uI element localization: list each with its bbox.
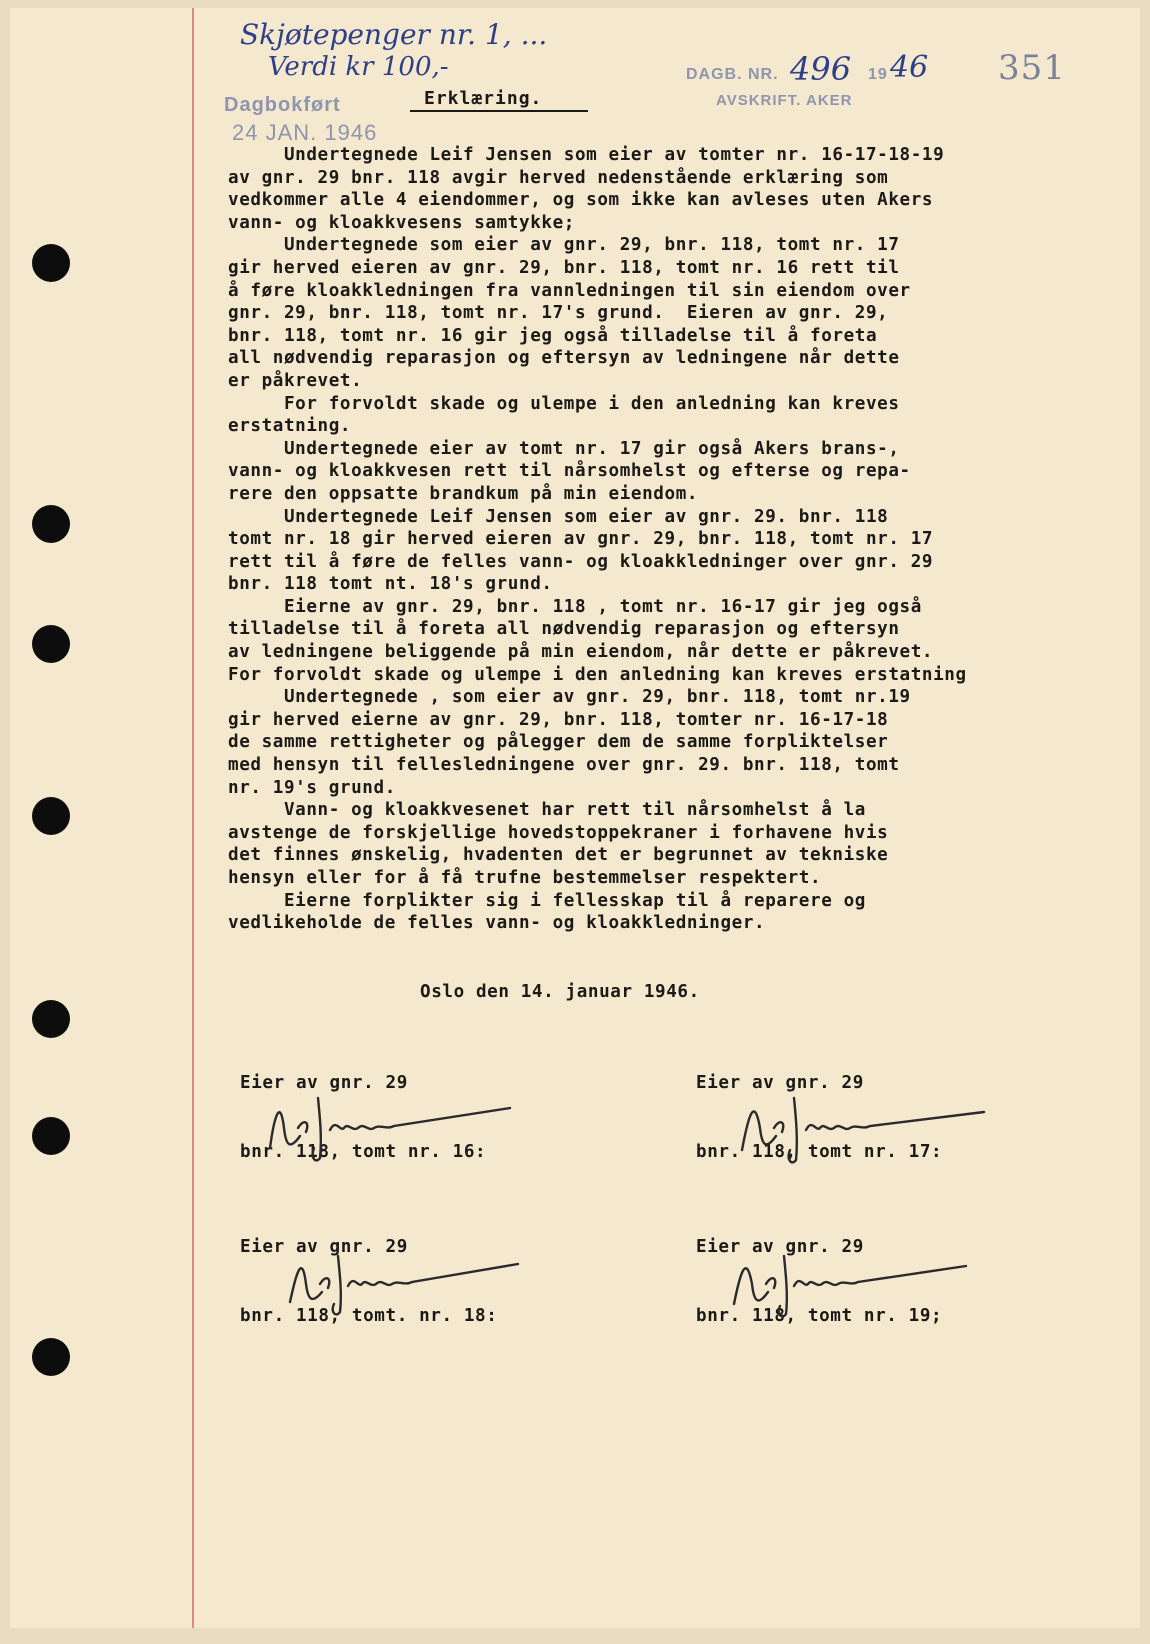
punch-hole bbox=[32, 625, 70, 663]
body-line: Undertegnede som eier av gnr. 29, bnr. 118, tomt nr. 17 bbox=[228, 235, 900, 256]
body-line: vann- og kloakkvesen rett til nårsomhelst og efterse og repa- bbox=[228, 461, 911, 482]
body-line: all nødvendig reparasjon og eftersyn av ledningene når dette bbox=[228, 348, 900, 369]
signature-label-line2: bnr. 118, tomt nr. 17: bbox=[696, 1142, 943, 1162]
signature-label-line1: Eier av gnr. 29 bbox=[696, 1073, 864, 1093]
body-line: er påkrevet. bbox=[228, 370, 363, 391]
body-line: tilladelse til å foreta all nødvendig reparasjon og eftersyn bbox=[228, 619, 900, 640]
body-line: vedlikeholde de felles vann- og kloakkledninger. bbox=[228, 913, 766, 934]
body-line: For forvoldt skade og ulempe i den anledning kan kreves erstatning bbox=[228, 664, 967, 685]
body-line: For forvoldt skade og ulempe i den anledning kan kreves bbox=[228, 393, 900, 414]
dagb-year-prefix: 19 bbox=[868, 66, 888, 83]
registered-stamp: Dagbokført bbox=[224, 94, 341, 116]
body-line: gir herved eieren av gnr. 29, bnr. 118, tomt nr. 16 rett til bbox=[228, 257, 900, 278]
body-line: Vann- og kloakkvesenet har rett til nårsomhelst å la bbox=[228, 800, 866, 821]
body-line: erstatning. bbox=[228, 416, 352, 437]
punch-hole bbox=[32, 1000, 70, 1038]
signature-leif-jensen bbox=[734, 1088, 994, 1168]
body-line: rett til å føre de felles vann- og kloakkledninger over gnr. 29 bbox=[228, 551, 934, 572]
body-line: gnr. 29, bnr. 118, tomt nr. 17's grund. Eieren av gnr. 29, bbox=[228, 303, 889, 324]
body-line: Undertegnede eier av tomt nr. 17 gir også Akers brans-, bbox=[228, 438, 900, 459]
title-underline bbox=[410, 110, 588, 112]
body-line: Eierne forplikter sig i fellesskap til å reparere og bbox=[228, 890, 866, 911]
body-line: bnr. 118, tomt nr. 16 gir jeg også tilladelse til å foreta bbox=[228, 325, 878, 346]
declaration-body bbox=[228, 144, 967, 935]
body-line: avstenge de forskjellige hovedstoppekraner i forhavene hvis bbox=[228, 822, 889, 843]
signature-label-line1: Eier av gnr. 29 bbox=[240, 1073, 408, 1093]
punch-hole bbox=[32, 1117, 70, 1155]
body-line: av ledningene beliggende på min eiendom, når dette er påkrevet. bbox=[228, 642, 934, 663]
body-line: nr. 19's grund. bbox=[228, 777, 396, 798]
body-line: av gnr. 29 bnr. 118 avgir herved nedenstående erklæring som bbox=[228, 167, 889, 188]
dagb-year: 46 bbox=[890, 50, 929, 85]
body-line: med hensyn til fellesledningene over gnr. 29. bnr. 118, tomt bbox=[228, 755, 900, 776]
registered-date-stamp: 24 JAN. 1946 bbox=[232, 120, 378, 145]
body-line: gir herved eierne av gnr. 29, bnr. 118, tomter nr. 16-17-18 bbox=[228, 709, 889, 730]
body-line: Undertegnede , som eier av gnr. 29, bnr. 118, tomt nr.19 bbox=[228, 687, 911, 708]
signature-leif-jensen bbox=[282, 1246, 542, 1326]
signature-label-line2: bnr. 118, tomt nr. 19; bbox=[696, 1306, 943, 1326]
body-line: de samme rettigheter og pålegger dem de samme forpliktelser bbox=[228, 732, 889, 753]
body-line: tomt nr. 18 gir herved eieren av gnr. 29, bnr. 118, tomt nr. 17 bbox=[228, 529, 934, 550]
copy-stamp: AVSKRIFT. AKER bbox=[716, 92, 853, 109]
signature-label-line1: Eier av gnr. 29 bbox=[240, 1237, 408, 1257]
body-line: Undertegnede Leif Jensen som eier av tomter nr. 16-17-18-19 bbox=[228, 145, 945, 165]
signature-leif-jensen bbox=[260, 1088, 520, 1168]
handwritten-note-value: Verdi kr 100,- bbox=[268, 52, 449, 82]
page-number: 351 bbox=[998, 48, 1066, 88]
punch-hole bbox=[32, 797, 70, 835]
signature-label-line1: Eier av gnr. 29 bbox=[696, 1237, 864, 1257]
signature-label-line2: bnr. 118, tomt. nr. 18: bbox=[240, 1306, 498, 1326]
punch-hole bbox=[32, 1338, 70, 1376]
body-line: rere den oppsatte brandkum på min eiendom. bbox=[228, 483, 699, 504]
document-title: Erklæring. bbox=[424, 88, 543, 109]
signature-leif-jensen bbox=[726, 1246, 986, 1326]
dagb-stamp-label: DAGB. NR. bbox=[686, 66, 779, 83]
document-page bbox=[10, 8, 1140, 1628]
body-line: bnr. 118 tomt nt. 18's grund. bbox=[228, 574, 553, 595]
place-date: Oslo den 14. januar 1946. bbox=[420, 982, 700, 1002]
body-line: det finnes ønskelig, hvadenten det er begrunnet av tekniske bbox=[228, 845, 889, 866]
dagb-number: 496 bbox=[790, 50, 852, 88]
body-line: vann- og kloakkvesens samtykke; bbox=[228, 212, 575, 233]
punch-hole bbox=[32, 505, 70, 543]
punch-hole bbox=[32, 244, 70, 282]
body-line: å føre kloakkledningen fra vannledningen til sin eiendom over bbox=[228, 280, 911, 301]
margin-rule bbox=[192, 8, 194, 1628]
body-line: vedkommer alle 4 eiendommer, og som ikke kan avleses uten Akers bbox=[228, 190, 934, 211]
signature-label-line2: bnr. 118, tomt nr. 16: bbox=[240, 1142, 487, 1162]
body-line: Eierne av gnr. 29, bnr. 118 , tomt nr. 16-17 gir jeg også bbox=[228, 596, 922, 617]
body-line: hensyn eller for å få trufne bestemmelser respektert. bbox=[228, 868, 822, 888]
body-line: Undertegnede Leif Jensen som eier av gnr. 29. bnr. 118 bbox=[228, 506, 889, 527]
handwritten-note-fee: Skjøtepenger nr. 1, ... bbox=[240, 18, 548, 51]
